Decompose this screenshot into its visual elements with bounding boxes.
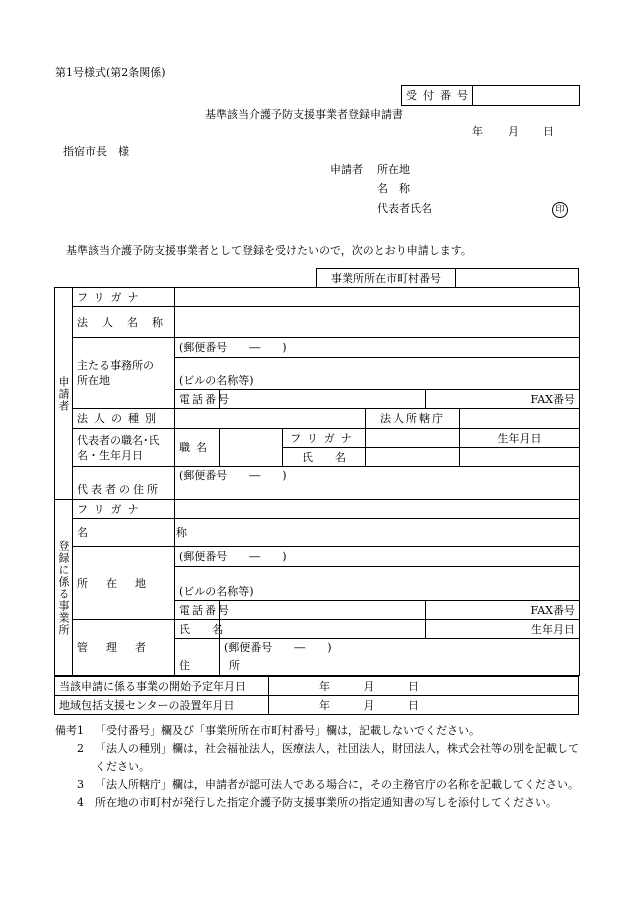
municipality-number-label: 事業所所在市町村番号	[317, 269, 456, 288]
label-center-date: 地域包括支援センターの設置年月日	[55, 696, 269, 715]
section-office: 登録に係る事業所	[55, 500, 73, 676]
start-date-month: 月	[363, 679, 375, 693]
label-office-name: 名 称	[73, 519, 175, 547]
label-office-furigana: フリガナ	[73, 500, 175, 519]
office-phone-field[interactable]	[220, 601, 426, 620]
job-title-field[interactable]	[220, 429, 283, 467]
label-furigana-2: フリガナ	[283, 429, 366, 448]
label-phone: 電話番号	[175, 390, 220, 409]
date-year: 年	[472, 125, 483, 138]
label-office-location: 所在地	[73, 547, 175, 620]
label-rep-title: 代表者の職名･氏 名・生年月日	[73, 429, 175, 467]
start-date-year: 年	[319, 679, 330, 693]
start-date-field[interactable]	[269, 677, 579, 696]
notes	[55, 722, 585, 812]
label-manager-birthdate: 生年月日	[426, 620, 580, 639]
corp-name-field[interactable]	[175, 307, 580, 338]
label-job-title: 職名	[175, 429, 220, 467]
furigana-field[interactable]	[175, 288, 580, 307]
form-number: 第1号様式(第2条関係)	[55, 66, 166, 79]
application-table	[54, 287, 580, 676]
applicant-label: 申請者	[330, 163, 363, 176]
label-manager-name: 氏 名	[175, 620, 220, 639]
label-corp-name: 法人名称	[73, 307, 175, 338]
rep-address-field[interactable]: (郵便番号 ― )	[175, 467, 580, 500]
center-date-day: 日	[408, 698, 419, 712]
label-main-office: 主たる事務所の 所在地	[73, 338, 175, 409]
center-date-year: 年	[319, 698, 330, 712]
page-title: 基準該当介護予防支援事業者登録申請書	[205, 108, 403, 121]
receipt-label: 受付番号	[402, 86, 473, 106]
label-office-fax: FAX番号	[426, 601, 580, 620]
label-furigana: フリガナ	[73, 288, 175, 307]
label-manager-address: 住 所	[175, 639, 220, 676]
applicant-address-label: 所在地	[377, 163, 410, 176]
municipality-number-field[interactable]	[456, 269, 579, 288]
intro-text: 基準該当介護予防支援事業者として登録を受けたいので，次のとおり申請します。	[66, 244, 472, 257]
representative-label: 代表者氏名	[377, 202, 432, 215]
rep-birthdate-field[interactable]	[460, 448, 580, 467]
manager-name-field[interactable]	[220, 620, 426, 639]
corp-type-field[interactable]	[175, 409, 366, 429]
center-date-month: 月	[363, 698, 375, 712]
label-start-date: 当該申請に係る事業の開始予定年月日	[55, 677, 269, 696]
corp-authority-field[interactable]	[460, 409, 580, 429]
office-name-field[interactable]	[175, 519, 580, 547]
manager-address-field[interactable]: (郵便番号 ― )	[220, 639, 580, 676]
label-corp-authority: 法人所轄庁	[366, 409, 460, 429]
municipality-number-box	[316, 268, 579, 288]
note-3: 3 「法人所轄庁」欄は，申請者が認可法人である場合に，その主務官庁の名称を記載してください。	[55, 778, 579, 791]
center-date-field[interactable]	[269, 696, 579, 715]
rep-furigana-field[interactable]	[366, 429, 460, 448]
label-rep-address: 代表者の住所	[73, 467, 175, 500]
label-corp-type: 法人の種別	[73, 409, 175, 429]
office-building[interactable]: (ビルの名称等)	[175, 567, 580, 601]
addressee: 指宿市長 様	[63, 145, 129, 158]
seal-mark: 印	[552, 202, 568, 218]
note-2: 2 「法人の種別」欄は，社会福祉法人，医療法人，社団法人，財団法人，株式会社等の別を記載してください。	[55, 742, 579, 773]
note-4: 4 所在地の市町村が発行した指定介護予防支援事業所の指定通知書の写しを添付してください。	[55, 796, 557, 809]
label-manager: 管理者	[73, 620, 175, 676]
receipt-box	[401, 85, 580, 106]
label-birthdate: 生年月日	[460, 429, 580, 448]
main-office-building[interactable]: (ビルの名称等)	[175, 358, 580, 390]
date-month: 月	[508, 125, 519, 138]
section-applicant: 申請者	[55, 288, 73, 500]
label-office-phone: 電話番号	[175, 601, 220, 620]
dates-table	[54, 676, 579, 715]
office-furigana-field[interactable]	[175, 500, 580, 519]
label-fax: FAX番号	[426, 390, 580, 409]
office-postal[interactable]: (郵便番号 ― )	[175, 547, 580, 567]
receipt-number-field[interactable]	[473, 86, 580, 106]
date-day: 日	[543, 125, 554, 138]
rep-name-field[interactable]	[366, 448, 460, 467]
label-full-name: 氏 名	[283, 448, 366, 467]
phone-field[interactable]	[220, 390, 426, 409]
applicant-name-label: 名 称	[377, 182, 410, 195]
start-date-day: 日	[408, 679, 419, 693]
main-office-postal[interactable]: (郵便番号 ― )	[175, 338, 580, 358]
note-1: 備考1 「受付番号」欄及び「事業所所在市町村番号」欄は，記載しないでください。	[55, 724, 480, 737]
